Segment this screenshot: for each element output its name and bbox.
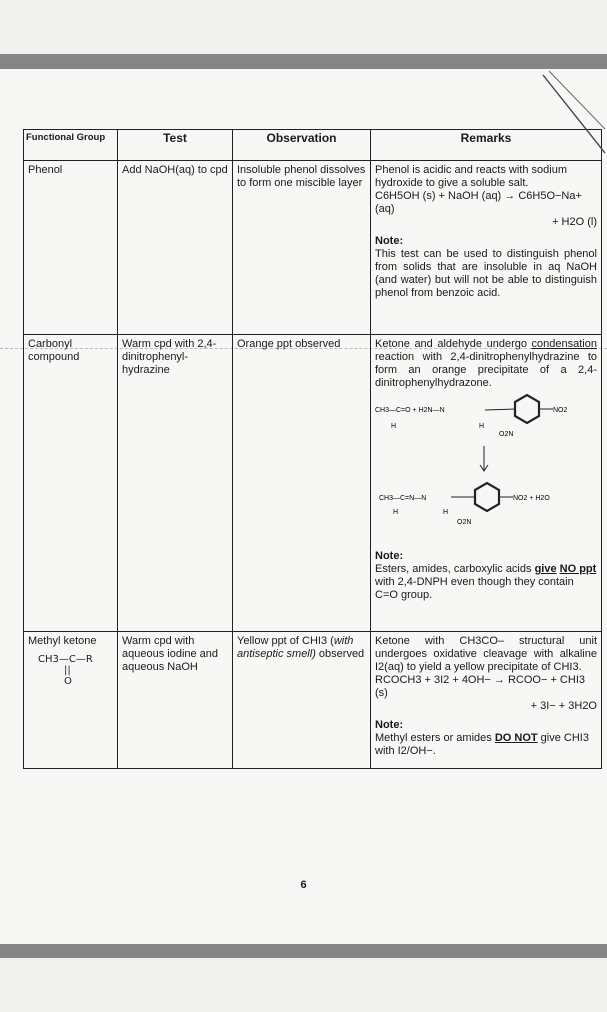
observation-italic: with antiseptic smell) [237, 635, 354, 660]
header-functional-group: Functional Group [24, 130, 118, 161]
table-header-row [24, 130, 602, 161]
equation-line: RCOCH3 + 3I2 + 4OH− → RCOO− + CHI3 (s) [375, 674, 585, 699]
cell-observation: Insoluble phenol dissolves to form one miscible layer [233, 161, 371, 335]
observation-pre: Yellow ppt of CHI3 ( [237, 635, 334, 647]
nitro-label: O2N [499, 431, 514, 438]
note-title: Note: [375, 550, 404, 562]
observation-post: observed [318, 648, 365, 660]
equation-line: + H2O (l) [552, 216, 597, 228]
equation-line: + 3I− + 3H2O [530, 700, 597, 712]
remark-underlined: condensation [531, 338, 597, 350]
reaction-scheme-diagram [375, 390, 597, 540]
cell-group: Phenol [24, 161, 118, 335]
cell-remarks [371, 335, 602, 632]
cell-group [24, 632, 118, 769]
bond-line [485, 409, 515, 410]
note-post: give CHI3 with I2/OH−. [375, 732, 589, 757]
note-text: This test can be used to distinguish phenol from solids that are insoluble in aq NaOH (and water) but will not be able to distinguish phenol from benzoic acid. [375, 248, 597, 299]
corner-scribble [535, 69, 607, 159]
note-post: with 2,4-DNPH even though they contain C=O group. [375, 576, 574, 601]
header-test: Test [118, 130, 233, 161]
remark-pre: Ketone and aldehyde undergo [375, 338, 527, 350]
nitro-label: NO2 [553, 407, 568, 414]
remark-post: reaction with 2,4-dinitrophenylhydrazine to form an orange precipitate of a 2,4-dinitrophenylhydrazone. [375, 351, 597, 389]
top-border-bar [0, 54, 607, 69]
h-label: H [391, 423, 397, 430]
h-label: H [393, 509, 399, 516]
product-label: CH3—C=N—N [379, 495, 427, 502]
note-bold: give [534, 563, 557, 575]
cell-group: Carbonyl compound [24, 335, 118, 632]
cell-remarks [371, 161, 602, 335]
table-row-carbonyl [24, 335, 602, 632]
header-observation: Observation [233, 130, 371, 161]
cell-test: Add NaOH(aq) to cpd [118, 161, 233, 335]
note-pre: Methyl esters or amides [375, 732, 492, 744]
note-title: Note: [375, 719, 404, 731]
note-text [375, 563, 597, 602]
document-page [0, 69, 607, 944]
note-bold: DO NOT [494, 732, 538, 744]
note-text [375, 732, 597, 758]
functional-group-tests-table [23, 129, 602, 769]
cell-test: Warm cpd with 2,4-dinitrophenyl-hydrazine [118, 335, 233, 632]
remark-text: Phenol is acidic and reacts with sodium hydroxide to give a soluble salt. [375, 164, 567, 189]
note-bold: NO ppt [559, 563, 597, 575]
methyl-ketone-structure [38, 654, 113, 687]
nitro-label: O2N [457, 519, 472, 526]
cell-observation: Orange ppt observed [233, 335, 371, 632]
structure-line: CH3—C—R [38, 654, 93, 665]
benzene-ring [515, 395, 539, 423]
cell-remarks [371, 632, 602, 769]
table-row-phenol [24, 161, 602, 335]
note-title: Note: [375, 235, 404, 247]
equation-line: C6H5OH (s) + NaOH (aq) → C6H5O−Na+ (aq) [375, 190, 582, 215]
group-name: Methyl ketone [28, 635, 97, 647]
remark-text [375, 338, 597, 390]
reactant-label: CH3—C=O + H2N—N [375, 407, 445, 414]
cell-observation [233, 632, 371, 769]
nitro-label: NO2 + H2O [513, 495, 550, 502]
h-label: H [479, 423, 485, 430]
note-pre: Esters, amides, carboxylic acids [375, 563, 532, 575]
structure-line: || [64, 665, 71, 676]
page-number: 6 [300, 879, 307, 891]
header-remarks: Remarks [371, 130, 602, 161]
structure-line: O [64, 676, 72, 687]
cell-test: Warm cpd with aqueous iodine and aqueous NaOH [118, 632, 233, 769]
h-label: H [443, 509, 449, 516]
benzene-ring [475, 483, 499, 511]
table-row-methyl-ketone [24, 632, 602, 769]
bottom-border-bar [0, 944, 607, 958]
remark-text: Ketone with CH3CO– structural unit undergoes oxidative cleavage with alkaline I2(aq) to yield a yellow precipitate of CHI3. [375, 635, 597, 673]
